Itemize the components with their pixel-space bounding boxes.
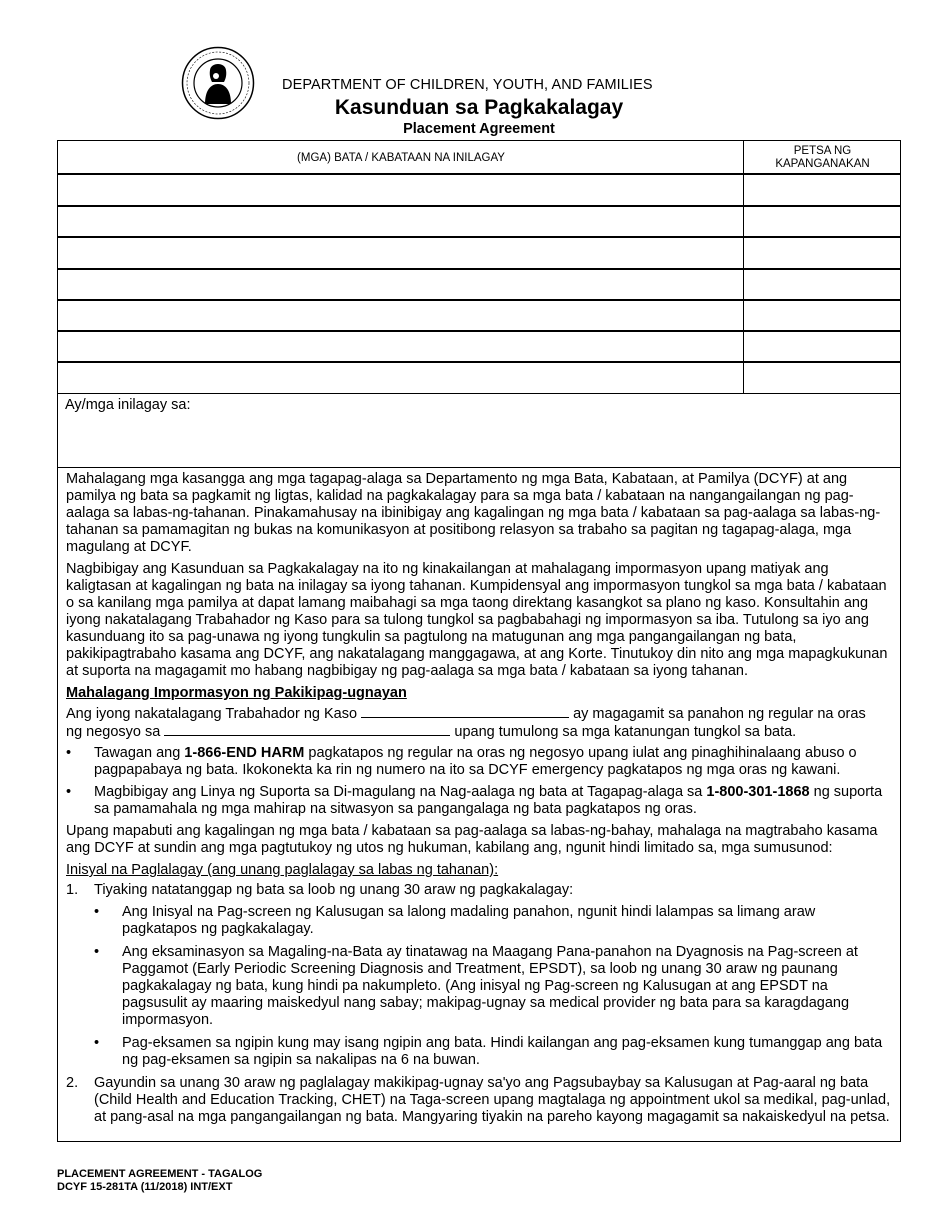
bullet2-text-pre: Magbibigay ang Linya ng Suporta sa Di-magulang na Nag-aalaga ng bata at Tagapag-alaga sa xyxy=(94,784,703,800)
bullet-icon: • xyxy=(94,904,100,920)
sub1-text: Ang Inisyal na Pag-screen ng Kalusugan sa lalong madaling panahon, ngunit hindi lalampas sa limang araw pagkatapos ng pagkakalagay. xyxy=(122,904,816,937)
dob-field[interactable] xyxy=(744,207,901,236)
footer-form-number: DCYF 15-281TA (11/2018) INT/EXT xyxy=(57,1180,233,1193)
dob-field[interactable] xyxy=(744,175,901,205)
intro-paragraph: Mahalagang mga kasangga ang mga tagapag-alaga sa Departamento ng mga Bata, Kabataan, at Pamilya (DCYF) at ang pamilya ng bata sa pagkamit ng ligtas, kalidad na pagkakalagay para sa mga bata / kabataan na nangangailangan ng pag-aalaga sa labas-ng-tahanan. Pinakamahusay na ibinibigay ang kagalingan ng mga bata / kabataan sa pag-aalaga sa labas-ng-tahanan sa pamamagitan ng bukas na komunikasyon at positibong relasyon sa trabaho sa pagitan ng tagapag-alaga, mga magulang at DCYF. xyxy=(66,471,881,555)
table-row xyxy=(58,301,900,332)
bullet1-text-pre: Tawagan ang xyxy=(94,745,181,761)
list-item xyxy=(66,745,894,779)
dob-header-line1: PETSA NG xyxy=(793,145,852,157)
footer-form-name: PLACEMENT AGREEMENT - TAGALOG xyxy=(57,1168,263,1180)
table-row xyxy=(58,332,900,363)
table-row xyxy=(58,207,900,238)
table-row xyxy=(58,363,900,394)
child-name-field[interactable] xyxy=(58,301,743,330)
dob-field[interactable] xyxy=(744,332,901,361)
form-frame xyxy=(57,140,901,1142)
item1-text: Tiyaking natatanggap ng bata sa loob ng unang 30 araw ng pagkakalagay: xyxy=(94,882,574,898)
contact-text-3: ng negosyo sa xyxy=(66,724,161,740)
child-name-field[interactable] xyxy=(58,332,743,361)
sub3-text: Pag-eksamen sa ngipin kung may isang ngipin ang bata. Hindi kailangan ang pag-eksamen kung tumanggap ang bata ng pag-eksamen sa ngipin sa nakalipas na 6 na buwan. xyxy=(122,1035,883,1068)
child-name-field[interactable] xyxy=(58,175,743,205)
numbered-item xyxy=(66,1075,894,1126)
table-header-row xyxy=(58,141,900,175)
bullet1-text-post: pagkatapos ng regular na oras ng negosyo upang iulat ang pinaghihinalaang abuso o pagpapabaya ng bata. Ikokonekta ka rin ng numero na ito sa DCYF emergency pagkatapos ng mga oras ng kawani. xyxy=(94,745,857,778)
list-item xyxy=(66,784,894,818)
form-title: Kasunduan sa Pagkakalagay xyxy=(334,96,624,119)
list-item xyxy=(66,1035,894,1069)
business-hours-field[interactable] xyxy=(164,723,450,736)
initial-placement-heading: Inisyal na Paglalagay (ang unang paglalagay sa labas ng tahanan): xyxy=(66,862,499,878)
dob-field[interactable] xyxy=(744,270,901,299)
placed-with-label: Ay/mga inilagay sa: xyxy=(65,397,191,413)
hotline-number: 1-866-END HARM xyxy=(184,745,305,761)
dob-field[interactable] xyxy=(744,238,901,268)
form-footer xyxy=(57,1168,262,1193)
section-divider xyxy=(58,467,900,468)
bullet-icon: • xyxy=(66,784,72,800)
bullet-icon: • xyxy=(94,1035,100,1051)
item-number: 1. xyxy=(66,882,79,898)
dob-field[interactable] xyxy=(744,363,901,393)
form-subtitle: Placement Agreement xyxy=(403,121,555,137)
requirements-paragraph: Upang mapabuti ang kagalingan ng mga bata / kabataan sa pag-aalaga sa labas-ng-bahay, mahalaga na magtrabaho kasama ang DCYF at sundin ang mga pagtutukoy ng utos ng hukuman, kabilang ang, ngunit hindi limitado sa, mga sumusunod: xyxy=(66,823,878,856)
item-number: 2. xyxy=(66,1075,79,1091)
child-name-field[interactable] xyxy=(58,207,743,236)
case-worker-field[interactable] xyxy=(361,705,569,718)
table-row xyxy=(58,270,900,301)
department-name: DEPARTMENT OF CHILDREN, YOUTH, AND FAMILIES xyxy=(282,77,653,93)
dob-header-line2: KAPANGANAKAN xyxy=(775,158,870,170)
list-item xyxy=(66,904,894,938)
bullet-icon: • xyxy=(66,745,72,761)
item2-text: Gayundin sa unang 30 araw ng paglalagay makikipag-ugnay sa'yo ang Pagsubaybay sa Kalusugan at Pag-aaral ng bata (Child Health and Education Tracking, CHET) na Taga-screen upang magtalaga ng appointment ukol sa medikal, pag-unlad, at pang-asal na mga pangangailangan ng bata. Mangyaring tiyakin na pareho kayong magagamit sa nakaiskedyul na petsa. xyxy=(94,1075,891,1125)
placed-with-field[interactable] xyxy=(58,417,900,465)
list-item xyxy=(66,944,894,1029)
sub2-text: Ang eksaminasyon sa Magaling-na-Bata ay tinatawag na Maagang Pana-panahon na Dyagnosis na Pag-screen at Paggamot (Early Periodic Screening Diagnosis and Treatment, EPSDT), sa loob ng unang 30 araw ng paunang pagkakalagay ng bata, kung hindi pa nakumpleto. (Ang inisyal ng Pag-screen ng Kalusugan at ang EPSDT na pagsusulit ay maaring maiskedyul nang sabay; makipag-ugnay sa medical provider ng bata para sa karagdagang impormasyon. xyxy=(122,944,858,1028)
contact-heading: Mahalagang Impormasyon ng Pakikipag-ugnayan xyxy=(66,685,407,701)
contact-text-2: ay magagamit sa panahon ng regular na oras xyxy=(573,706,866,722)
numbered-item xyxy=(66,882,894,899)
dob-column-header xyxy=(744,145,901,171)
dob-field[interactable] xyxy=(744,301,901,330)
agreement-body xyxy=(66,471,894,1131)
children-column-header: (MGA) BATA / KABATAAN NA INILAGAY xyxy=(297,152,505,164)
contact-text-1: Ang iyong nakatalagang Trabahador ng Kaso xyxy=(66,706,358,722)
table-row xyxy=(58,238,900,270)
contact-paragraph xyxy=(66,705,894,741)
bullet2-text-post: ng suporta sa pamamahala ng mga mahirap na sitwasyon sa pangangalaga ng bata pagkatapos ng oras. xyxy=(94,784,883,817)
child-name-field[interactable] xyxy=(58,238,743,268)
child-name-field[interactable] xyxy=(58,363,743,393)
bullet-icon: • xyxy=(94,944,100,960)
child-name-field[interactable] xyxy=(58,270,743,299)
contact-text-4: upang tumulong sa mga katanungan tungkol sa bata. xyxy=(454,724,797,740)
support-line-number: 1-800-301-1868 xyxy=(706,784,810,800)
purpose-paragraph: Nagbibigay ang Kasunduan sa Pagkakalagay na ito ng kinakailangan at mahalagang impormasyon upang matiyak ang kaligtasan at kagalingan ng bata na inilagay sa iyong tahanan. Kumpidensyal ang impormasyon tungkol sa mga bata / kabataan o sa kanilang mga pamilya at dapat lamang maibahagi sa mga taong direktang kasangkot sa plano ng kaso. Konsultahin ang iyong nakatalagang Trabahador ng Kaso para sa tulong tungkol sa pagbabahagi ng impormasyon sa iba. Tutulong sa iyo ang kasunduang ito sa pag-unawa ng iyong tungkulin sa pagtulong na matugunan ang mga pangangailangan ng bata, pakikipagtrabaho kasama ang DCYF, ang nakatalagang manggagawa, at ang Korte. Tinutukoy din nito ang mga mapagkukunan at suporta na magagamit mo habang nagbibigay ng pag-aalaga sa mga bata / kabataan sa iyong tahanan. xyxy=(66,561,888,679)
table-row xyxy=(58,175,900,207)
